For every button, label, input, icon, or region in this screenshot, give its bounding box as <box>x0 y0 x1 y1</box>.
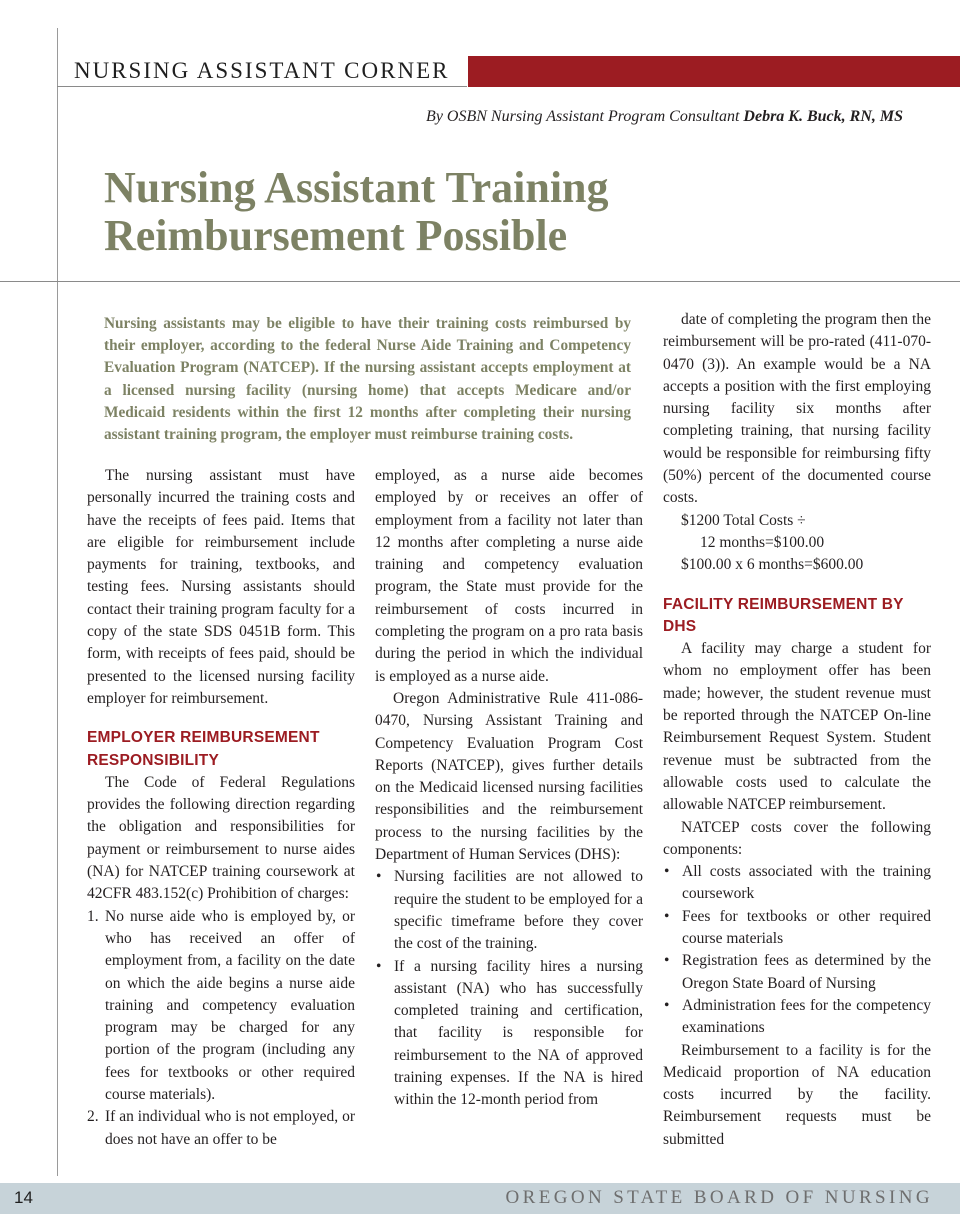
list-item-number: 2. <box>87 1108 99 1126</box>
byline <box>426 108 903 126</box>
natcep-costs-list <box>663 861 931 1039</box>
calculation-line: $1200 Total Costs ÷ <box>681 511 806 529</box>
section-heading-facility-reimbursement: FACILITY REIMBURSEMENT BY DHS <box>663 595 904 635</box>
paragraph: Oregon Administrative Rule 411-086-0470, Nursing Assistant Training and Competency Evaluation Program Cost Reports (NATCEP), gives further details on the Medicaid licensed nursing facilities responsibilities and the reimbursement process to the nursing facilities by the Department of Human Services (DHS): <box>375 689 643 864</box>
list-item-text: All costs associated with the training coursework <box>682 863 931 903</box>
list-item <box>87 906 355 1107</box>
list-item <box>663 906 931 951</box>
bullet-icon: • <box>664 863 670 881</box>
list-item-number: 1. <box>87 907 99 925</box>
list-item-text: Nursing facilities are not allowed to require the student to be employed for a specific timeframe before they cover the cost of the training. <box>394 868 643 953</box>
publication-name: OREGON STATE BOARD OF NURSING <box>505 1187 933 1208</box>
byline-author: Debra K. Buck, RN, MS <box>743 108 903 125</box>
prohibition-list <box>87 906 355 1151</box>
header-underline <box>57 86 467 87</box>
list-item <box>663 861 931 906</box>
list-item <box>375 866 643 955</box>
calculation-line: $100.00 x 6 months=$600.00 <box>681 556 864 574</box>
paragraph: NATCEP costs cover the following components: <box>663 818 931 858</box>
column-2 <box>375 465 643 1112</box>
page-number: 14 <box>14 1188 33 1207</box>
list-item-text: Administration fees for the competency examinations <box>682 996 931 1037</box>
byline-prefix: By OSBN Nursing Assistant Program Consultant <box>426 108 744 125</box>
paragraph: Reimbursement to a facility is for the Medicaid proportion of NA education costs incurred by the facility. Reimbursement requests must be submitted <box>663 1041 931 1148</box>
calculation-line: 12 months=$100.00 <box>700 533 825 551</box>
list-item-text: If an individual who is not employed, or does not have an offer to be <box>105 1108 355 1148</box>
article-title-line-2: Reimbursement Possible <box>104 211 568 260</box>
bullet-icon: • <box>664 952 670 970</box>
article-title-line-1: Nursing Assistant Training <box>104 163 609 212</box>
column-3 <box>663 309 931 1151</box>
header-accent-bar <box>468 56 960 87</box>
article-intro: Nursing assistants may be eligible to have their training costs reimbursed by their employer, according to the federal Nurse Aide Training and Competency Evaluation Program (NATCEP). If the nursing assistant accepts employment at a licensed nursing facility (nursing home) that accepts Medicare and/or Medicaid residents within the first 12 months after completing their nursing assistant training program, the employer must reimburse training costs. <box>104 315 631 444</box>
list-item-text: No nurse aide who is employed by, or who has received an offer of employment from, a facility on the date on which the aide begins a nurse aide training and competency evaluation program may be charged for any portion of the program (including any fees for textbooks or other required course materials). <box>105 907 355 1104</box>
bullet-icon: • <box>664 996 670 1014</box>
bullet-icon: • <box>664 907 670 925</box>
list-item <box>375 956 643 1112</box>
column-1 <box>87 465 355 1151</box>
paragraph: employed, as a nurse aide becomes employed by or receives an offer of employment from a facility not later than 12 months after completing a nurse aide training and competency evaluation program, the State must provide for the reimbursement of costs incurred in completing the program on a pro rata basis during the period in which the individual is employed as a nurse aide. <box>375 467 643 685</box>
section-label: NURSING ASSISTANT CORNER <box>74 58 450 83</box>
list-item-text: Fees for textbooks or other required course materials <box>682 907 931 948</box>
left-margin-rule <box>57 28 58 1176</box>
section-heading-employer-reimbursement: EMPLOYER REIMBURSEMENT RESPONSIBILITY <box>87 729 320 769</box>
dhs-rules-list <box>375 866 643 1111</box>
bullet-icon: • <box>376 868 382 886</box>
paragraph: date of completing the program then the reimbursement will be pro-rated (411-070-0470 (3)). An example would be a NA accepts a position with the first employing nursing facility six months after completing training, that nursing facility would be responsible for reimbursing fifty (50%) percent of the documented course costs. <box>663 311 931 507</box>
list-item-text: Registration fees as determined by the Oregon State Board of Nursing <box>682 952 931 992</box>
title-divider <box>0 281 960 282</box>
paragraph: The nursing assistant must have personally incurred the training costs and have the receipts of fees paid. Items that are eligible for reimbursement include payments for training, textbooks, and testing fees. Nursing assistants should contact their training program faculty for a copy of the state SDS 0451B form. This form, with receipts of fees paid, should be presented to the licensed nursing facility employer for reimbursement. <box>87 467 355 707</box>
list-item-text: If a nursing facility hires a nursing assistant (NA) who has successfully completed training and certification, that facility is responsible for reimbursement to the NA of approved training expenses. If the NA is hired within the 12-month period from <box>394 957 643 1109</box>
bullet-icon: • <box>376 957 382 975</box>
list-item <box>663 995 931 1040</box>
list-item <box>663 950 931 995</box>
article-title <box>104 164 724 260</box>
paragraph: A facility may charge a student for whom no employment offer has been made; however, the student revenue must be reported through the NATCEP On-line Reimbursement Request System. Student revenue must be subtracted from the allowable costs used to calculate the allowable NATCEP reimbursement. <box>663 640 931 814</box>
paragraph: The Code of Federal Regulations provides the following direction regarding the obligation and responsibilities for payment or reimbursement to nurse aides (NA) for NATCEP training coursework at 42CFR 483.152(c) Prohibition of charges: <box>87 773 355 903</box>
list-item <box>87 1106 355 1151</box>
